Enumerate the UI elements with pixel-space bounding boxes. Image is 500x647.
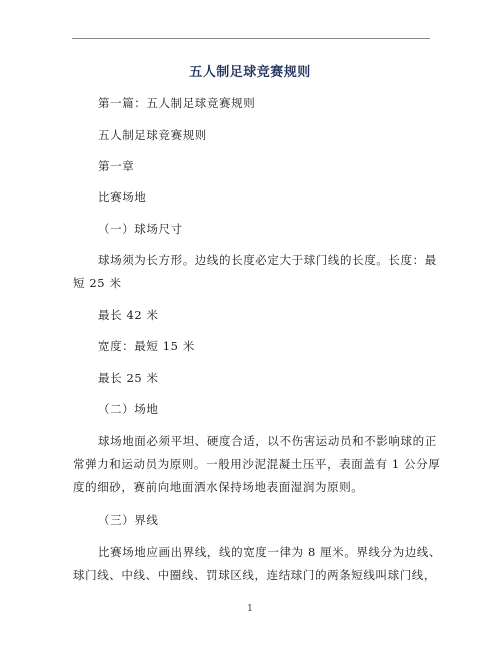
- chapter-title: 比赛场地: [98, 190, 147, 204]
- chapter-heading: 第一章: [98, 159, 135, 173]
- width-max-line: 最长 25 米: [98, 371, 159, 385]
- rules-heading: 五人制足球竞赛规则: [98, 128, 207, 142]
- paragraph-line: 球门线、中线、中圈线、罚球区线，连结球门的两条短线叫球门线，: [73, 568, 436, 582]
- page-number: 1: [247, 604, 253, 614]
- document-title: 五人制足球竞赛规则: [189, 65, 311, 80]
- paragraph-line: 球场地面必须平坦、硬度合适，以不伤害运动员和不影响球的正: [98, 434, 437, 448]
- section-heading-ground: （二）场地: [98, 402, 159, 416]
- paragraph-line: 短 25 米: [73, 276, 122, 290]
- header-rule: [72, 38, 430, 39]
- section-heading-size: （一）球场尺寸: [98, 222, 183, 236]
- paragraph-line: 球场须为长方形。边线的长度必定大于球门线的长度。长度：最: [98, 253, 437, 267]
- width-min-line: 宽度：最短 15 米: [98, 339, 195, 353]
- length-max-line: 最长 42 米: [98, 308, 159, 322]
- paragraph-line: 常弹力和运动员为原则。一般用沙泥混凝土压平，表面盖有 1 公分厚: [73, 457, 441, 471]
- paragraph-line: 比赛场地应画出界线，线的宽度一律为 8 厘米。界线分为边线、: [98, 545, 442, 559]
- section-heading-lines: （三）界线: [98, 513, 159, 527]
- paragraph-line: 度的细砂，赛前向地面洒水保持场地表面湿润为原则。: [73, 480, 364, 494]
- part-heading: 第一篇：五人制足球竞赛规则: [98, 96, 256, 110]
